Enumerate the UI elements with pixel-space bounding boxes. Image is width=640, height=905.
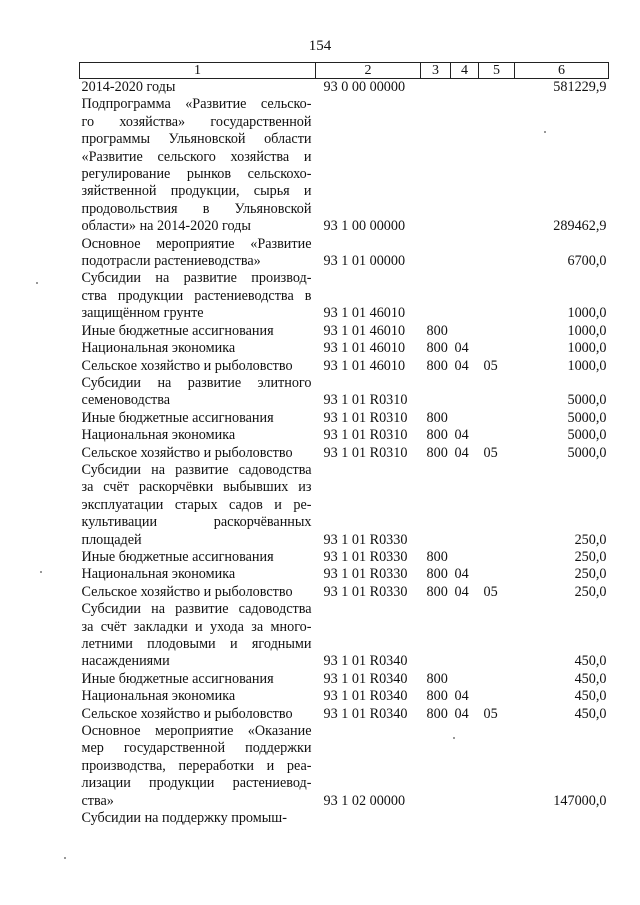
- row-name-line: зяйственной продукции, сырья и: [81, 183, 312, 200]
- row-name-line: производства, переработки и реа-: [81, 757, 312, 774]
- amount: 289462,9: [553, 218, 607, 235]
- subsection-code: 05: [483, 705, 498, 722]
- subsection-code: [479, 375, 515, 410]
- budget-table: [79, 62, 609, 827]
- section-code: [451, 671, 479, 688]
- row-name: [80, 688, 316, 705]
- target-article-code: 93 1 01 00000: [323, 253, 406, 270]
- row-name-line: Субсидии на развитие садоводства: [81, 461, 312, 478]
- page-number: 154: [308, 38, 332, 54]
- target-article-code: 93 1 02 00000: [323, 792, 406, 809]
- target-article-code: [316, 810, 421, 827]
- scan-speck: [453, 737, 455, 739]
- target-article-code: 93 1 01 R0340: [323, 653, 408, 670]
- subsection-code: [479, 270, 515, 322]
- row-name-line: ства продукции растениеводства в: [81, 287, 312, 304]
- section-code: 04: [454, 688, 469, 705]
- expense-type-code: [421, 723, 451, 810]
- section-code: [451, 79, 479, 97]
- expense-type-code: [421, 601, 451, 671]
- section-code: [451, 549, 479, 566]
- row-name: [80, 270, 316, 322]
- row-name-line: го хозяйства» государственной: [81, 113, 312, 130]
- target-article-code: 93 1 01 46010: [323, 340, 406, 357]
- target-article-code: 93 1 01 R0330: [323, 548, 408, 565]
- header-col-prz: 5: [479, 63, 515, 79]
- amount: 1000,0: [567, 340, 607, 357]
- target-article-code: 93 1 01 R0340: [323, 670, 408, 687]
- expense-type-code: [421, 270, 451, 322]
- subsection-code: [479, 723, 515, 810]
- row-name: [80, 79, 316, 97]
- subsection-code: [479, 410, 515, 427]
- row-name-line: Иные бюджетные ассигнования: [81, 548, 274, 565]
- target-article-code: 93 1 01 R0340: [323, 705, 408, 722]
- row-name-line: Национальная экономика: [81, 427, 236, 444]
- table-header: [80, 63, 609, 79]
- amount: 450,0: [574, 670, 607, 687]
- amount: [515, 810, 609, 827]
- expense-type-code: 800: [426, 322, 448, 339]
- expense-type-code: 800: [426, 583, 448, 600]
- amount: 1000,0: [567, 322, 607, 339]
- table-body: [80, 79, 609, 828]
- row-name-line: Иные бюджетные ассигнования: [81, 409, 274, 426]
- expense-type-code: [421, 375, 451, 410]
- row-name-line: программы Ульяновской области: [81, 131, 312, 148]
- table-row: [80, 549, 609, 566]
- row-name: [80, 566, 316, 583]
- row-name: [80, 584, 316, 601]
- section-code: [451, 410, 479, 427]
- row-name-line: Сельское хозяйство и рыболовство: [81, 705, 293, 722]
- row-name-line: Субсидии на поддержку промыш-: [81, 810, 287, 827]
- row-name: [80, 462, 316, 549]
- row-name: [80, 375, 316, 410]
- row-name-line: Субсидии на развитие садоводства: [81, 601, 312, 618]
- amount: 450,0: [574, 688, 607, 705]
- expense-type-code: 800: [426, 427, 448, 444]
- expense-type-code: 800: [426, 566, 448, 583]
- expense-type-code: [421, 79, 451, 97]
- row-name-line: регулирование рынков сельскохо-: [81, 166, 312, 183]
- section-code: [451, 323, 479, 340]
- row-name-line: Субсидии на развитие элитного: [81, 374, 312, 391]
- subsection-code: [479, 96, 515, 235]
- row-name-line: насаждениями: [81, 653, 170, 670]
- scan-speck: [40, 571, 42, 573]
- row-name-line: семеноводства: [81, 392, 171, 409]
- expense-type-code: 800: [426, 444, 448, 461]
- row-name-line: Подпрограмма «Развитие сельско-: [81, 96, 312, 113]
- amount: 1000,0: [567, 305, 607, 322]
- table-row: [80, 358, 609, 375]
- row-name: [80, 671, 316, 688]
- row-name: [80, 445, 316, 462]
- target-article-code: 93 1 01 R0310: [323, 392, 408, 409]
- section-code: [451, 723, 479, 810]
- subsection-code: [479, 688, 515, 705]
- section-code: [451, 810, 479, 827]
- header-col-sum: 6: [515, 63, 609, 79]
- target-article-code: 93 1 01 R0330: [323, 531, 408, 548]
- table-row: [80, 427, 609, 444]
- subsection-code: [479, 810, 515, 827]
- row-name-line: Национальная экономика: [81, 688, 236, 705]
- table-row: [80, 410, 609, 427]
- section-code: [451, 462, 479, 549]
- row-name-line: за счёт раскорчёвки выбывших из: [81, 479, 312, 496]
- row-name-line: Иные бюджетные ассигнования: [81, 670, 274, 687]
- row-name: [80, 723, 316, 810]
- section-code: [451, 601, 479, 671]
- target-article-code: 93 0 00 00000: [323, 79, 406, 95]
- row-name-line: Субсидии на развитие производ-: [81, 270, 312, 287]
- expense-type-code: 800: [426, 340, 448, 357]
- amount: 5000,0: [567, 392, 607, 409]
- section-code: 04: [454, 444, 469, 461]
- target-article-code: 93 1 01 46010: [323, 322, 406, 339]
- subsection-code: [479, 427, 515, 444]
- target-article-code: 93 1 01 R0310: [323, 409, 408, 426]
- table-row: [80, 584, 609, 601]
- subsection-code: [479, 323, 515, 340]
- expense-type-code: 800: [426, 688, 448, 705]
- table-row: [80, 270, 609, 322]
- amount: 1000,0: [567, 357, 607, 374]
- subsection-code: [479, 566, 515, 583]
- amount: 250,0: [574, 566, 607, 583]
- section-code: 04: [454, 340, 469, 357]
- section-code: [451, 96, 479, 235]
- target-article-code: 93 1 00 00000: [323, 218, 406, 235]
- row-name-line: за счёт закладки и ухода за много-: [81, 618, 312, 635]
- amount: 6700,0: [567, 253, 607, 270]
- subsection-code: [479, 340, 515, 357]
- expense-type-code: [421, 96, 451, 235]
- row-name: [80, 549, 316, 566]
- header-col-name: 1: [80, 63, 316, 79]
- target-article-code: 93 1 01 R0340: [323, 688, 408, 705]
- target-article-code: 93 1 01 46010: [323, 305, 406, 322]
- subsection-code: 05: [483, 444, 498, 461]
- table-row: [80, 96, 609, 235]
- table-row: [80, 566, 609, 583]
- scan-speck: [36, 282, 38, 284]
- header-col-csr: 2: [316, 63, 421, 79]
- target-article-code: 93 1 01 R0310: [323, 444, 408, 461]
- row-name-line: Сельское хозяйство и рыболовство: [81, 444, 293, 461]
- target-article-code: 93 1 01 R0310: [323, 427, 408, 444]
- amount: 581229,9: [553, 79, 607, 95]
- row-name: [80, 706, 316, 723]
- row-name-line: Иные бюджетные ассигнования: [81, 322, 274, 339]
- table-row: [80, 445, 609, 462]
- row-name: [80, 323, 316, 340]
- row-name-line: Сельское хозяйство и рыболовство: [81, 583, 293, 600]
- table-row: [80, 323, 609, 340]
- amount: 450,0: [574, 653, 607, 670]
- scan-speck: [64, 857, 66, 859]
- row-name: [80, 96, 316, 235]
- row-name: [80, 810, 316, 827]
- row-name-line: лизации продукции растениевод-: [81, 775, 312, 792]
- section-code: 04: [454, 705, 469, 722]
- row-name-line: 2014-2020 годы: [81, 79, 176, 95]
- header-col-rz: 4: [451, 63, 479, 79]
- table-row: [80, 601, 609, 671]
- amount: 5000,0: [567, 427, 607, 444]
- expense-type-code: 800: [426, 670, 448, 687]
- row-name-line: «Развитие сельского хозяйства и: [81, 148, 312, 165]
- subsection-code: 05: [483, 583, 498, 600]
- expense-type-code: 800: [426, 705, 448, 722]
- table-row: [80, 688, 609, 705]
- subsection-code: [479, 462, 515, 549]
- table-row: [80, 462, 609, 549]
- row-name-line: Основное мероприятие «Развитие: [81, 235, 312, 252]
- row-name: [80, 410, 316, 427]
- row-name: [80, 601, 316, 671]
- amount: 250,0: [574, 531, 607, 548]
- table-row: [80, 79, 609, 97]
- amount: 250,0: [574, 583, 607, 600]
- section-code: [451, 270, 479, 322]
- row-name-line: области» на 2014-2020 годы: [81, 218, 251, 235]
- amount: 5000,0: [567, 409, 607, 426]
- target-article-code: 93 1 01 46010: [323, 357, 406, 374]
- row-name: [80, 340, 316, 357]
- row-name: [80, 236, 316, 271]
- table-row: [80, 375, 609, 410]
- subsection-code: [479, 236, 515, 271]
- row-name-line: Сельское хозяйство и рыболовство: [81, 357, 293, 374]
- expense-type-code: [421, 236, 451, 271]
- scan-speck: [544, 131, 546, 133]
- table-row: [80, 810, 609, 827]
- row-name-line: продовольствия в Ульяновской: [81, 200, 312, 217]
- row-name-line: Основное мероприятие «Оказание: [81, 723, 312, 740]
- table-row: [80, 723, 609, 810]
- section-code: 04: [454, 566, 469, 583]
- row-name-line: подотрасли растениеводства»: [81, 253, 261, 270]
- row-name-line: летними плодовыми и ягодными: [81, 636, 312, 652]
- amount: 5000,0: [567, 444, 607, 461]
- row-name-line: защищённом грунте: [81, 305, 204, 322]
- table-row: [80, 706, 609, 723]
- row-name-line: Национальная экономика: [81, 340, 236, 357]
- target-article-code: 93 1 01 R0330: [323, 566, 408, 583]
- expense-type-code: [421, 462, 451, 549]
- row-name: [80, 358, 316, 375]
- subsection-code: [479, 601, 515, 671]
- expense-type-code: 800: [426, 409, 448, 426]
- row-name-line: площадей: [81, 531, 142, 548]
- subsection-code: [479, 671, 515, 688]
- expense-type-code: 800: [426, 548, 448, 565]
- header-col-vr: 3: [421, 63, 451, 79]
- subsection-code: [479, 549, 515, 566]
- row-name-line: культивации раскорчёванных: [81, 514, 312, 531]
- subsection-code: [479, 79, 515, 97]
- section-code: [451, 236, 479, 271]
- table-row: [80, 340, 609, 357]
- row-name-line: Национальная экономика: [81, 566, 236, 583]
- table-row: [80, 671, 609, 688]
- section-code: 04: [454, 583, 469, 600]
- section-code: 04: [454, 357, 469, 374]
- amount: 450,0: [574, 705, 607, 722]
- amount: 147000,0: [553, 792, 607, 809]
- target-article-code: 93 1 01 R0330: [323, 583, 408, 600]
- section-code: 04: [454, 427, 469, 444]
- row-name: [80, 427, 316, 444]
- table-row: [80, 236, 609, 271]
- row-name-line: эксплуатации старых садов и ре-: [81, 496, 312, 513]
- row-name-line: ства»: [81, 792, 114, 809]
- amount: 250,0: [574, 548, 607, 565]
- section-code: [451, 375, 479, 410]
- row-name-line: мер государственной поддержки: [81, 740, 312, 757]
- subsection-code: 05: [483, 357, 498, 374]
- expense-type-code: 800: [426, 357, 448, 374]
- expense-type-code: [421, 810, 451, 827]
